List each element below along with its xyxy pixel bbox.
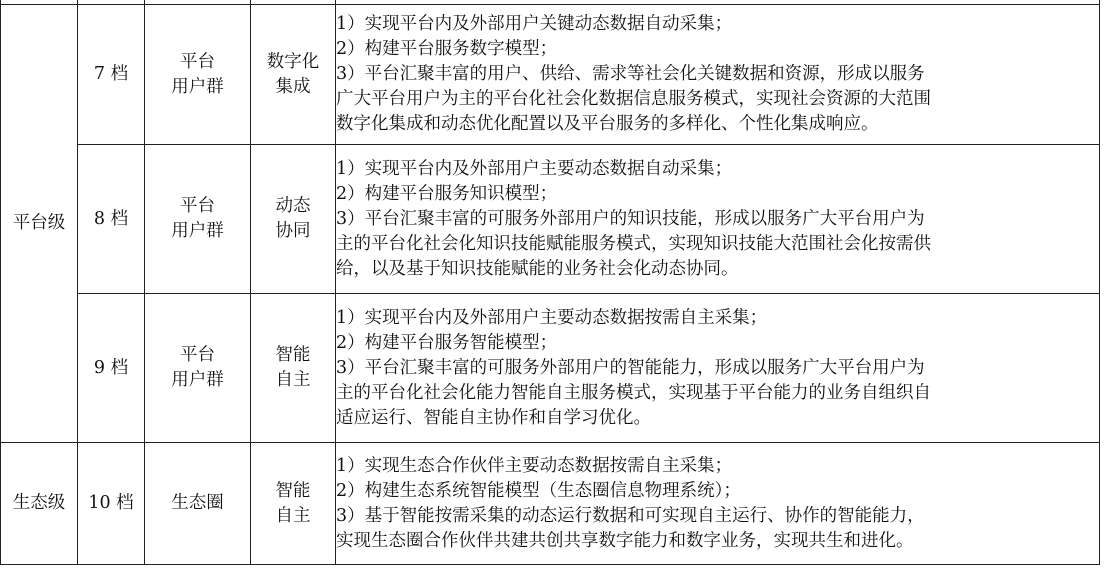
user-cell bbox=[145, 294, 251, 443]
feature-line: 智能 bbox=[275, 480, 311, 501]
description-line: 1）实现生态合作伙伴主要动态数据按需自主采集； bbox=[336, 455, 733, 476]
user-cell bbox=[145, 145, 251, 294]
description-line: 3）平台汇聚丰富的可服务外部用户的智能能力，形成以服务广大平台用户为 bbox=[336, 357, 925, 378]
description-cell bbox=[336, 145, 1100, 294]
user-line: 用户群 bbox=[171, 76, 224, 97]
description-line: 广大平台用户为主的平台化社会化数据信息服务模式，实现社会资源的大范围 bbox=[336, 89, 931, 109]
table-row bbox=[1, 294, 1100, 443]
description-line: 2）构建平台服务智能模型； bbox=[336, 332, 558, 353]
description-line: 主的平台化社会化能力智能自主服务模式，实现基于平台能力的业务自组织自 bbox=[336, 382, 931, 403]
grade-cell: 8 档 bbox=[78, 145, 145, 294]
description-line: 3）平台汇聚丰富的可服务外部用户的知识技能，形成以服务广大平台用户为 bbox=[336, 208, 925, 229]
feature-line: 集成 bbox=[275, 76, 311, 97]
grade-cell: 9 档 bbox=[78, 294, 145, 443]
feature-line: 协同 bbox=[275, 221, 311, 241]
user-line: 用户群 bbox=[171, 221, 224, 241]
user-line: 生态圈 bbox=[171, 493, 224, 513]
table-row bbox=[1, 5, 1100, 145]
feature-line: 动态 bbox=[275, 196, 311, 216]
table-row bbox=[1, 145, 1100, 294]
description-line: 1）实现平台内及外部用户主要动态数据按需自主采集； bbox=[336, 307, 768, 328]
user-line: 平台 bbox=[180, 196, 215, 216]
description-line: 适应运行、智能自主协作和自学习优化。 bbox=[336, 407, 651, 428]
feature-cell bbox=[251, 294, 336, 443]
user-line: 平台 bbox=[180, 345, 215, 365]
description-line: 3）基于智能按需采集的动态运行数据和可实现自主运行、协作的智能能力， bbox=[336, 505, 925, 526]
description-line: 3）平台汇聚丰富的用户、供给、需求等社会化关键数据和资源，形成以服务 bbox=[336, 64, 925, 84]
description-line: 给，以及基于知识技能赋能的业务社会化动态协同。 bbox=[336, 258, 739, 279]
description-cell bbox=[336, 443, 1100, 565]
feature-line: 自主 bbox=[275, 505, 311, 526]
user-line: 用户群 bbox=[171, 370, 224, 390]
description-line: 2）构建平台服务知识模型； bbox=[336, 183, 558, 204]
feature-line: 智能 bbox=[275, 345, 311, 365]
level-cell-platform: 平台级 bbox=[1, 5, 78, 443]
description-line: 2）构建平台服务数字模型； bbox=[336, 39, 558, 59]
feature-cell bbox=[251, 5, 336, 145]
feature-line: 自主 bbox=[275, 370, 311, 390]
grade-cell: 7 档 bbox=[78, 5, 145, 145]
description-line: 1）实现平台内及外部用户关键动态数据自动采集； bbox=[336, 14, 733, 34]
description-line: 数字化集成和动态优化配置以及平台服务的多样化、个性化集成响应。 bbox=[336, 114, 879, 134]
description-line: 实现生态圈合作伙伴共建共创共享数字能力和数字业务，实现共生和进化。 bbox=[336, 530, 914, 551]
description-line: 主的平台化社会化知识技能赋能服务模式，实现知识技能大范围社会化按需供 bbox=[336, 233, 931, 254]
user-cell bbox=[145, 443, 251, 565]
description-line: 1）实现平台内及外部用户主要动态数据自动采集； bbox=[336, 158, 733, 179]
feature-cell bbox=[251, 145, 336, 294]
grade-cell: 10 档 bbox=[78, 443, 145, 565]
description-line: 2）构建生态系统智能模型（生态圈信息物理系统）； bbox=[336, 480, 741, 501]
feature-line: 数字化 bbox=[266, 51, 320, 72]
table-row bbox=[1, 443, 1100, 565]
description-cell bbox=[336, 5, 1100, 145]
description-cell bbox=[336, 294, 1100, 443]
user-cell bbox=[145, 5, 251, 145]
user-line: 平台 bbox=[180, 51, 215, 72]
feature-cell bbox=[251, 443, 336, 565]
level-cell-ecosystem: 生态级 bbox=[1, 443, 78, 565]
